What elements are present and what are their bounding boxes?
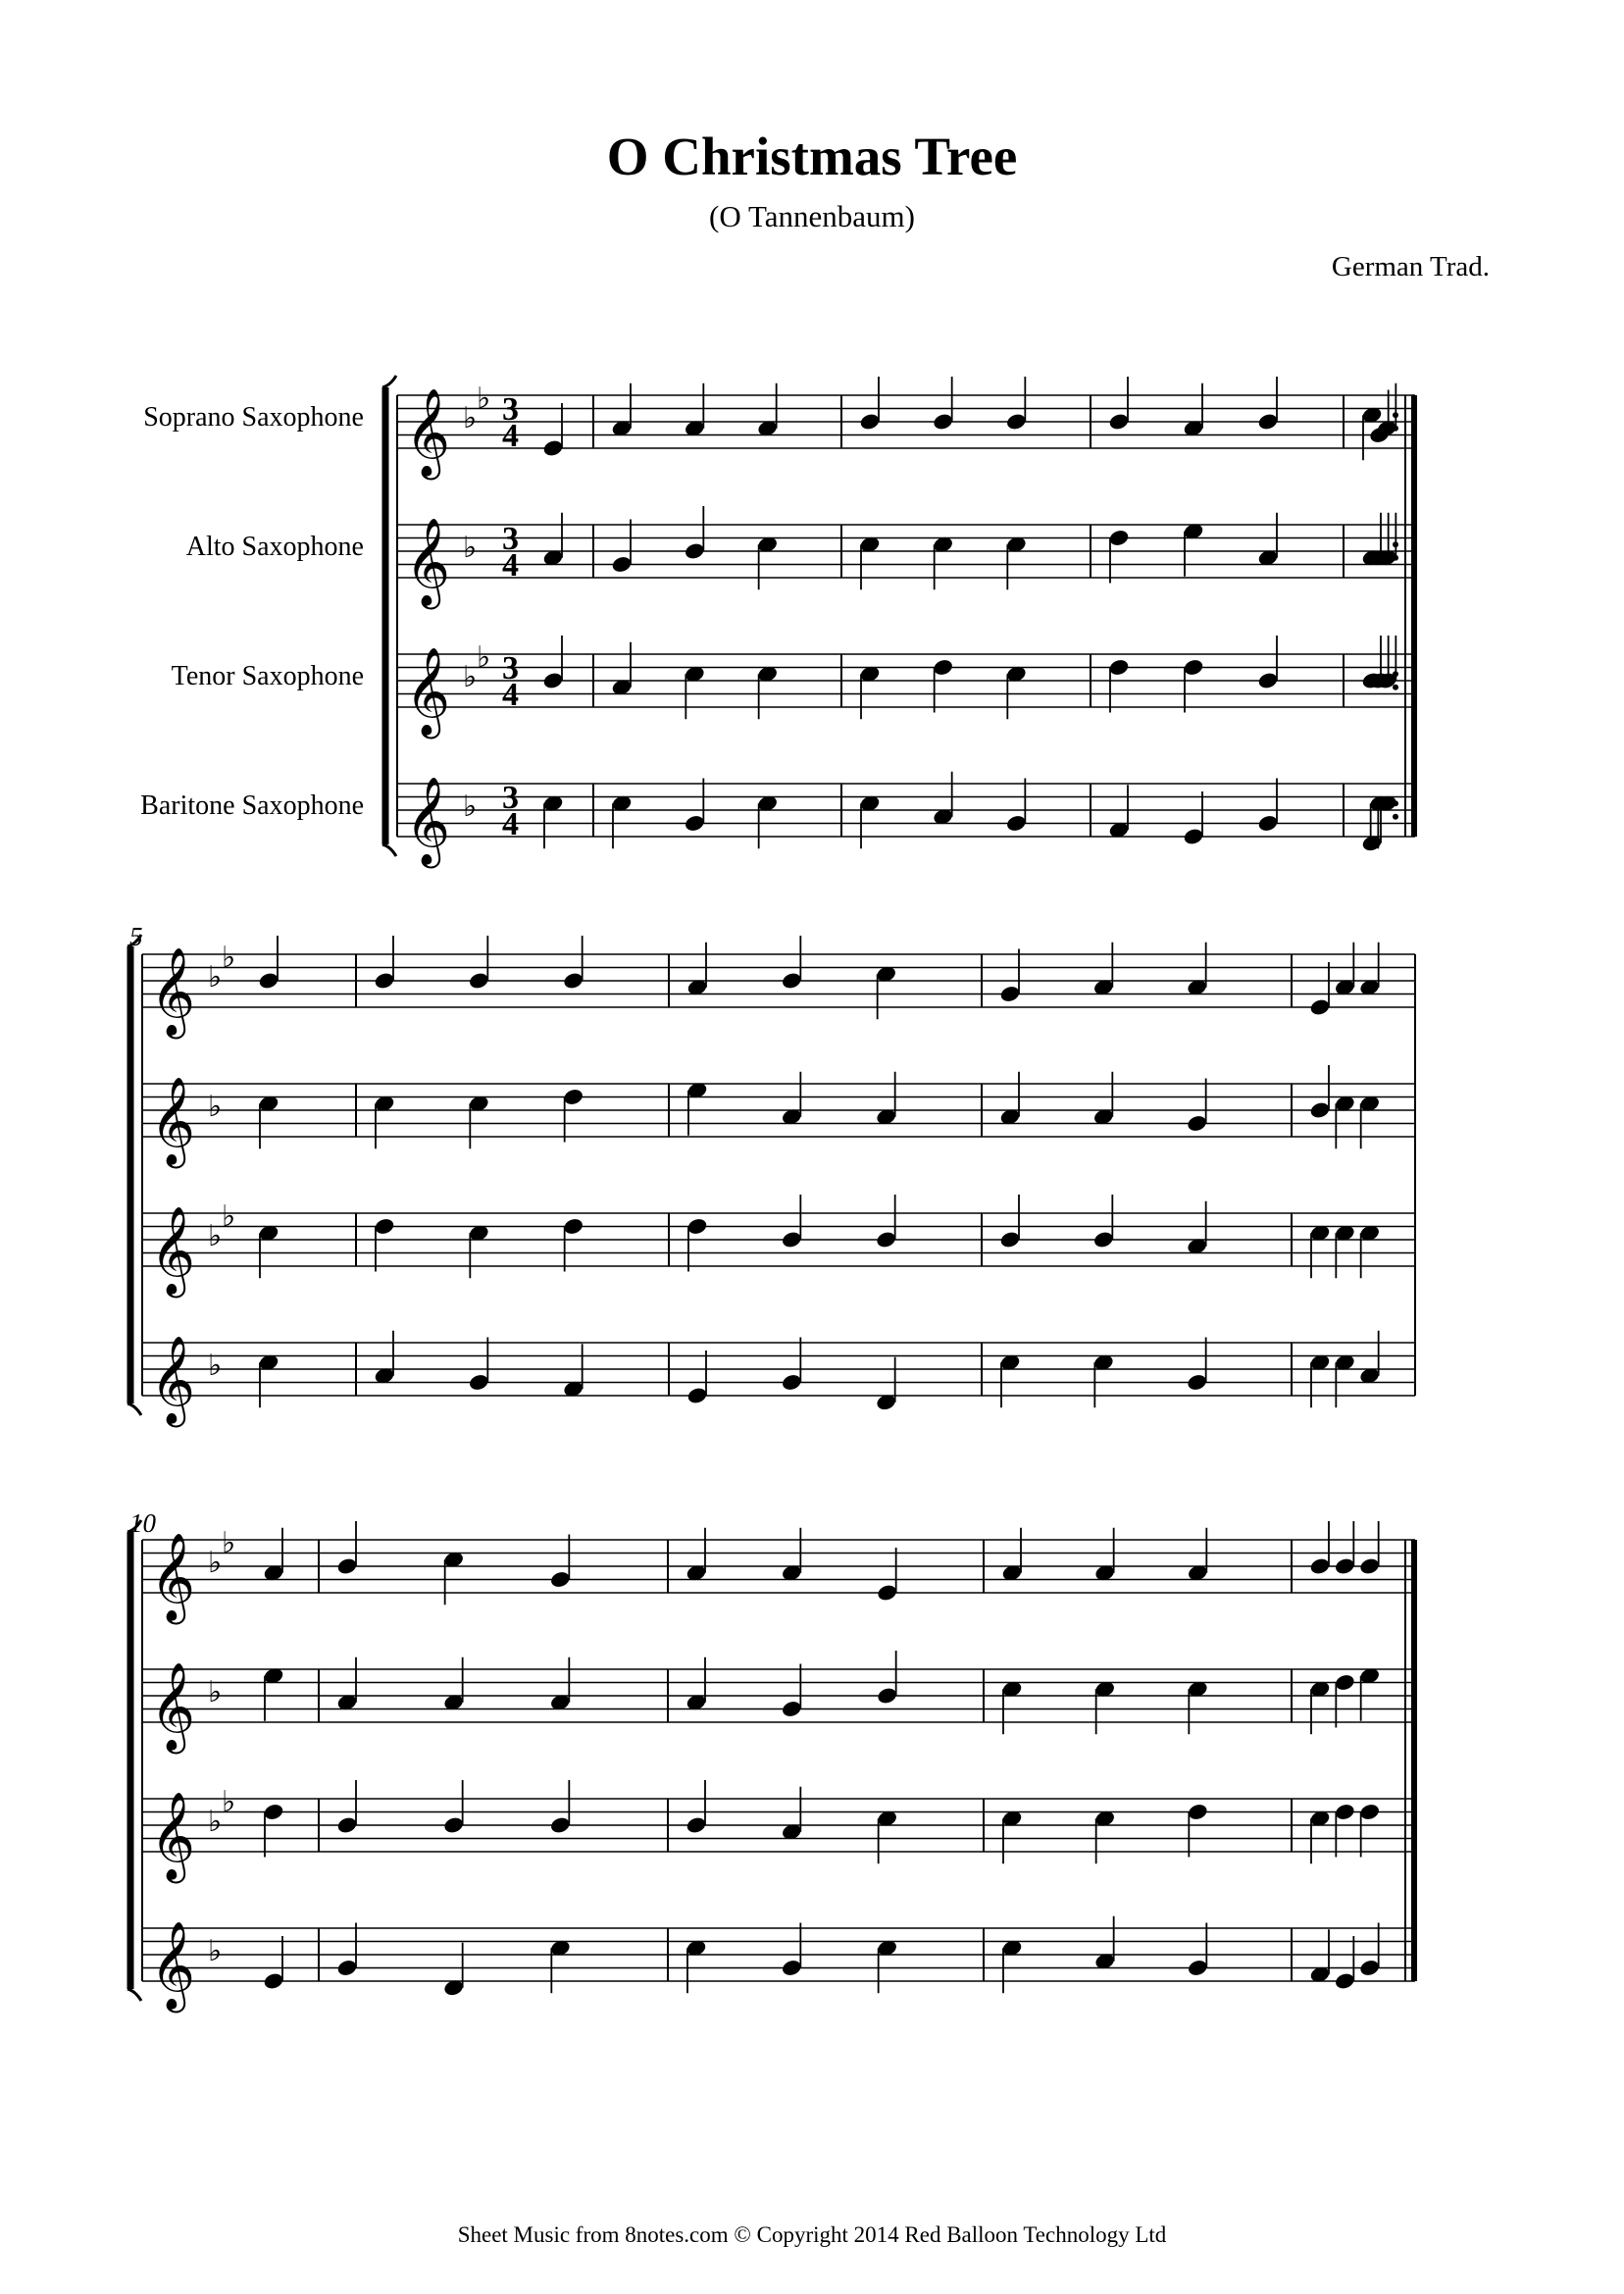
note-head: [1183, 658, 1205, 678]
note-head: [549, 1570, 572, 1590]
note-head: [263, 1803, 285, 1822]
note-head: [781, 1700, 803, 1719]
staff-2-1: [142, 936, 1415, 1040]
note-head: [542, 438, 565, 458]
note-head: [1358, 1556, 1381, 1576]
flat-sign-icon: ♭: [208, 1675, 223, 1709]
note-head: [1187, 1959, 1209, 1978]
note-head: [781, 1959, 803, 1978]
thick-barline: [1411, 395, 1417, 837]
note-head: [684, 814, 706, 834]
time-signature-bottom: 4: [502, 547, 519, 584]
note-head: [1183, 827, 1205, 846]
bracket-hook-bottom: [127, 1989, 141, 2001]
treble-clef-icon: 𝄞: [150, 1792, 196, 1880]
staff-system-2: [127, 935, 1415, 1428]
flat-sign-icon: ♭: [208, 1349, 223, 1383]
treble-clef-icon: 𝄞: [150, 947, 196, 1036]
note-head: [468, 1373, 490, 1393]
treble-clef-icon: 𝄞: [150, 1533, 196, 1621]
note-head: [781, 971, 803, 991]
flat-sign-icon: ♭: [222, 1198, 236, 1234]
note-head: [1092, 1230, 1115, 1249]
thick-barline: [1411, 1540, 1417, 1981]
treble-clef-icon: 𝄞: [405, 647, 451, 736]
note-head: [1334, 1803, 1356, 1822]
note-head: [876, 1583, 898, 1603]
bracket-hook-top: [382, 376, 396, 387]
flat-sign-icon: ♭: [477, 639, 491, 675]
note-head: [562, 971, 584, 991]
note-head: [686, 1217, 709, 1237]
flat-sign-icon: ♭: [463, 401, 478, 435]
flat-sign-icon: ♭: [208, 1546, 223, 1580]
bracket-hook-top: [127, 935, 141, 946]
note-head: [549, 1815, 572, 1835]
note-head: [932, 658, 954, 678]
staff-3-2: [142, 1651, 1415, 1755]
staff-system-1: [382, 376, 1417, 869]
note-head: [781, 1373, 803, 1393]
bracket-hook-top: [127, 1520, 141, 1532]
note-head: [876, 1686, 898, 1706]
repeat-dot: [1393, 800, 1398, 806]
note-head: [468, 971, 490, 991]
time-signature-top: 3: [502, 521, 519, 557]
note-head: [685, 1815, 708, 1835]
repeat-dot: [1393, 685, 1398, 690]
note-head: [1187, 1803, 1209, 1822]
note-head: [374, 1217, 396, 1237]
repeat-dot: [1393, 671, 1398, 677]
note-head: [1309, 1100, 1332, 1120]
note-head: [1334, 1971, 1356, 1991]
flat-sign-icon: ♭: [222, 940, 236, 975]
note-head: [999, 985, 1022, 1004]
time-signature-top: 3: [502, 391, 519, 428]
staff-2-3: [142, 1195, 1415, 1299]
instrument-label-baritone: Baritone Saxophone: [140, 790, 364, 821]
note-head: [542, 671, 565, 690]
staff-3-1: [142, 1521, 1415, 1625]
repeat-dot: [1393, 412, 1398, 418]
repeat-dot: [1393, 814, 1398, 820]
note-head: [875, 1230, 897, 1249]
note-head: [1108, 529, 1131, 548]
treble-clef-icon: 𝄞: [150, 1336, 196, 1424]
note-head: [1186, 1373, 1208, 1393]
measure-number-system-3: 10: [129, 1508, 156, 1538]
instrument-label-soprano: Soprano Saxophone: [143, 402, 364, 433]
repeat-dot: [1393, 541, 1398, 547]
flat-sign-icon: ♭: [208, 1219, 223, 1253]
composer-credit: German Trad.: [1331, 251, 1490, 282]
note-head: [1358, 1803, 1381, 1822]
bracket-hook-bottom: [382, 844, 396, 856]
flat-sign-icon: ♭: [463, 790, 478, 824]
note-head: [1334, 1556, 1356, 1576]
note-head: [562, 1217, 584, 1237]
time-signature-bottom: 4: [502, 418, 519, 454]
note-head: [684, 541, 706, 561]
bracket-hook-bottom: [127, 1403, 141, 1415]
note-head: [1005, 814, 1028, 834]
time-signature-top: 3: [502, 780, 519, 816]
note-head: [1186, 1114, 1208, 1134]
flat-sign-icon: ♭: [208, 1805, 223, 1839]
note-head: [611, 555, 634, 575]
repeat-dot: [1393, 555, 1398, 561]
flat-sign-icon: ♭: [463, 531, 478, 565]
note-head: [336, 1556, 359, 1576]
flat-sign-icon: ♭: [208, 1090, 223, 1124]
note-head: [1309, 1556, 1332, 1576]
score-subtitle: (O Tannenbaum): [709, 199, 915, 233]
note-head: [1005, 412, 1028, 432]
note-head: [442, 1815, 465, 1835]
flat-sign-icon: ♭: [477, 381, 491, 416]
note-head: [1257, 671, 1280, 690]
staff-1-3: [397, 636, 1415, 739]
treble-clef-icon: 𝄞: [405, 388, 451, 477]
note-head: [374, 971, 396, 991]
staff-1-1: [397, 377, 1415, 481]
treble-clef-icon: 𝄞: [150, 1206, 196, 1295]
treble-clef-icon: 𝄞: [150, 1077, 196, 1165]
note-head: [686, 1386, 709, 1405]
note-head: [1108, 412, 1131, 432]
flat-sign-icon: ♭: [463, 660, 478, 694]
note-head: [781, 1230, 803, 1249]
note-head: [1334, 1673, 1356, 1693]
staff-1-2: [397, 506, 1415, 610]
flat-sign-icon: ♭: [222, 1525, 236, 1560]
staff-1-4: [397, 772, 1415, 869]
instrument-label-tenor: Tenor Saxophone: [171, 661, 364, 691]
treble-clef-icon: 𝄞: [150, 1662, 196, 1751]
note-head: [562, 1088, 584, 1107]
copyright-footer: Sheet Music from 8notes.com © Copyright 2014 Red Balloon Technology Ltd: [457, 2222, 1167, 2247]
note-head: [1257, 412, 1280, 432]
repeat-dot: [1393, 426, 1398, 432]
staff-2-2: [142, 1065, 1415, 1169]
flat-sign-icon: ♭: [222, 1784, 236, 1819]
score-title: O Christmas Tree: [606, 127, 1018, 186]
note-head: [263, 1971, 285, 1991]
note-head: [859, 412, 882, 432]
note-head: [999, 1230, 1022, 1249]
note-head: [932, 412, 954, 432]
note-head: [1108, 658, 1131, 678]
staff-system-3: [127, 1520, 1417, 2014]
treble-clef-icon: 𝄞: [405, 518, 451, 606]
staff-2-4: [142, 1331, 1415, 1428]
flat-sign-icon: ♭: [208, 960, 223, 994]
note-head: [336, 1959, 359, 1978]
treble-clef-icon: 𝄞: [150, 1921, 196, 2010]
treble-clef-icon: 𝄞: [405, 777, 451, 865]
time-signature-top: 3: [502, 650, 519, 687]
staff-3-3: [142, 1780, 1415, 1884]
staff-3-4: [142, 1916, 1415, 2014]
note-head: [258, 971, 280, 991]
instrument-label-alto: Alto Saxophone: [185, 532, 364, 562]
measure-number-system-2: 5: [129, 922, 143, 951]
note-head: [336, 1815, 359, 1835]
flat-sign-icon: ♭: [208, 1934, 223, 1968]
time-signature-bottom: 4: [502, 806, 519, 842]
time-signature-bottom: 4: [502, 677, 519, 713]
note-head: [1358, 1959, 1381, 1978]
note-head: [1309, 997, 1332, 1017]
note-head: [1257, 814, 1280, 834]
